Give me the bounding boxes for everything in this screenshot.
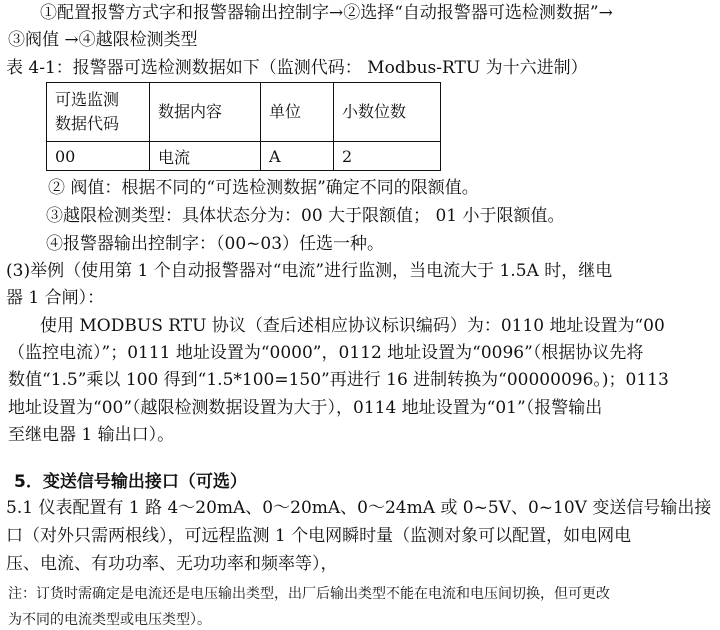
- header-code-line-2: 数据代码: [55, 114, 120, 133]
- paragraph-threshold: ② 阀值：根据不同的“可选检测数据”确定不同的限额值。: [48, 178, 479, 198]
- paragraph-output-2: 口（对外只需两根线），可远程监测 1 个电网瞬时量（监测对象可以配置，如电网电: [6, 526, 632, 546]
- table-caption: 表 4-1：报警器可选检测数据如下（监测代码： Modbus-RTU 为十六进制）: [6, 58, 588, 78]
- paragraph-example-2: 器 1 合闸）：: [6, 288, 105, 308]
- header-cell-decimals: 小数位数: [334, 83, 441, 142]
- header-code-line-1: 可选监测: [55, 90, 120, 109]
- paragraph-modbus-3: 数值“1.5”乘以 100 得到“1.5*100=150”再进行 16 进制转换为“00000096。)；0113: [8, 370, 669, 390]
- paragraph-limit-type: ③越限检测类型：具体状态分为：00 大于限额值； 01 小于限额值。: [46, 206, 565, 226]
- cell-unit: A: [261, 142, 334, 171]
- paragraph-modbus-1: 使用 MODBUS RTU 协议（查后述相应协议标识编码）为：0110 地址设置为“00: [40, 316, 665, 336]
- paragraph-modbus-2: （监控电流）”；0111 地址设置为“0000”，0112 地址设置为“0096”（根据协议先将: [8, 343, 644, 363]
- cell-decimals: 2: [334, 142, 441, 171]
- section-title: 5．变送信号输出接口（可选）: [14, 472, 247, 492]
- note-line-1: 注：订货时需确定是电流还是电压输出类型，出厂后输出类型不能在电流和电压间切换，但可更改: [8, 586, 610, 602]
- paragraph-modbus-5: 至继电器 1 输出口）。: [8, 425, 175, 445]
- detection-data-table: [46, 82, 441, 171]
- cell-code: 00: [47, 142, 150, 171]
- paragraph-output-1: 5.1 仪表配置有 1 路 4～20mA、0～20mA、0～24mA 或 0~5V、0~10V 变送信号输出接: [6, 498, 712, 518]
- paragraph-example-1: (3)举例（使用第 1 个自动报警器对“电流”进行监测，当电流大于 1.5A 时，继电: [6, 261, 613, 281]
- header-cell-content: 数据内容: [150, 83, 261, 142]
- table-header-row: [47, 83, 441, 142]
- cell-content: 电流: [150, 142, 261, 171]
- paragraph-control-word: ④报警器输出控制字：（00~03）任选一种。: [46, 234, 385, 254]
- table-row: [47, 142, 441, 171]
- text-line-steps-1: ①配置报警方式字和报警器输出控制字→②选择“自动报警器可选检测数据”→: [40, 3, 613, 23]
- header-cell-unit: 单位: [261, 83, 334, 142]
- note-line-2: 为不同的电流类型或电压类型）。: [8, 612, 211, 628]
- paragraph-modbus-4: 地址设置为“00”（越限检测数据设置为大于），0114 地址设置为“01”（报警输出: [8, 398, 603, 418]
- header-cell-code: [47, 83, 150, 142]
- paragraph-output-3: 压、电流、有功功率、无功功率和频率等），: [6, 554, 338, 574]
- text-line-steps-2: ③阀值 →④越限检测类型: [8, 30, 198, 50]
